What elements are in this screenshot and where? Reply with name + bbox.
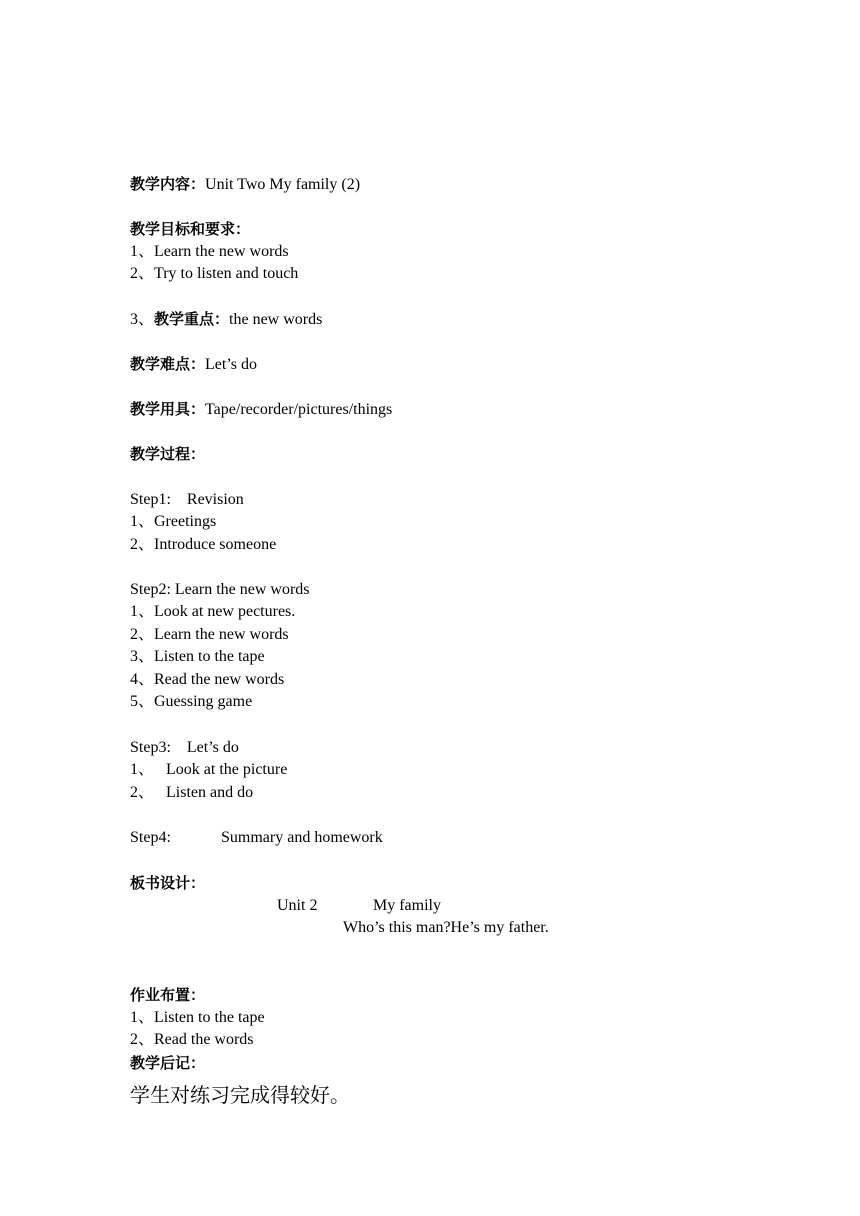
step-item: 2、Introduce someone (130, 536, 277, 553)
tools-line (130, 399, 392, 419)
step-item: 2、 Listen and do (130, 784, 254, 801)
content-value: Unit Two My family (2) (205, 176, 361, 193)
homework-label: 作业布置： (130, 986, 206, 1004)
tools-value: Tape/recorder/pictures/things (205, 401, 393, 418)
difficulty-line (130, 354, 257, 374)
objective-item: 1、Learn the new words (130, 243, 289, 260)
board-unit: Unit 2 (277, 897, 318, 914)
board-topic: My family (373, 897, 441, 914)
step-title: Step3: Let’s do (130, 739, 239, 756)
board-label: 板书设计： (130, 874, 206, 892)
process-label: 教学过程： (130, 445, 206, 463)
board-sentence: Who’s this man?He’s my father. (343, 919, 549, 936)
step4-line (130, 828, 383, 848)
step-item: 4、Read the new words (130, 671, 285, 688)
objectives-label: 教学目标和要求： (130, 220, 251, 238)
step-item: 1、Greetings (130, 513, 217, 530)
focus-value: the new words (229, 311, 323, 328)
content-label: 教学内容： (130, 175, 206, 193)
step-item: 3、Listen to the tape (130, 648, 265, 665)
focus-line (130, 309, 322, 329)
step-item: 1、Look at new pectures. (130, 603, 296, 620)
homework-item: 1、Listen to the tape (130, 1009, 265, 1026)
step-item: 2、Learn the new words (130, 626, 289, 643)
homework-item: 2、Read the words (130, 1031, 254, 1048)
step-item: 5、Guessing game (130, 693, 253, 710)
content-line (130, 174, 360, 194)
step-title: Step1: Revision (130, 491, 244, 508)
step4-head: Step4: (130, 829, 171, 846)
focus-prefix: 3、 (130, 311, 155, 328)
tools-label: 教学用具： (130, 400, 206, 418)
step4-text: Summary and homework (221, 829, 383, 846)
objective-item: 2、Try to listen and touch (130, 265, 299, 282)
difficulty-value: Let’s do (205, 356, 258, 373)
difficulty-label: 教学难点： (130, 355, 206, 373)
focus-label: 教学重点： (154, 310, 230, 328)
reflection-label: 教学后记： (130, 1054, 206, 1072)
step-title: Step2: Learn the new words (130, 581, 310, 598)
reflection-text: 学生对练习完成得较好。 (130, 1083, 350, 1107)
step-item: 1、 Look at the picture (130, 761, 288, 778)
